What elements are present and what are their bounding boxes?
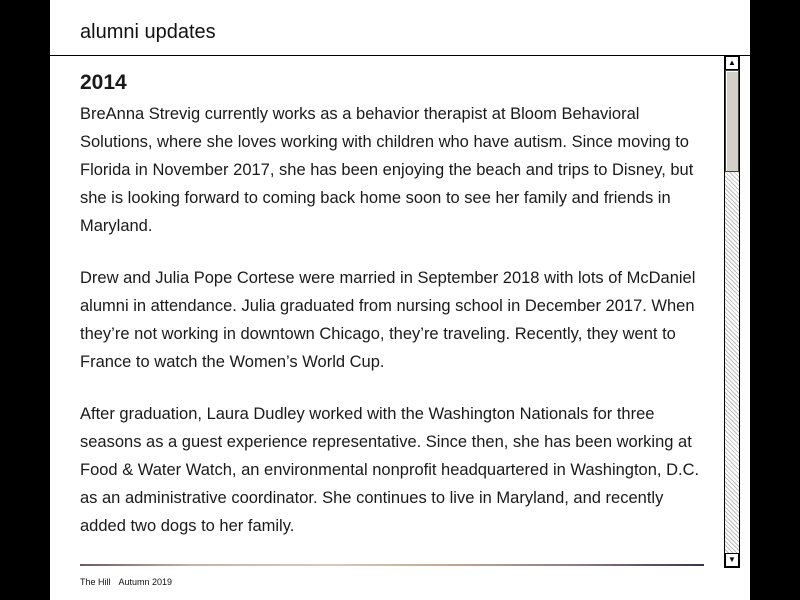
year-heading: 2014 xyxy=(80,71,127,94)
article-paragraph: Drew and Julia Pope Cortese were married in September 2018 with lots of McDaniel alumni in attendance. Julia graduated from nursing school in December 2017. When they’re not working in downtown Chicago, they’re traveling. Recently, they went to France to watch the Women’s World Cup. xyxy=(80,269,696,371)
article-paragraph: After graduation, Laura Dudley worked with the Washington Nationals for three seasons as a guest experience representative. Since then, she has been working at Food & Water Watch, an environmental nonprofit headquartered in Washington, D.C. as an administrative coordinator. She continues to live in Maryland, and recently added two dogs to her family. xyxy=(80,405,700,535)
page-title: alumni updates xyxy=(80,21,216,43)
triangle-up-icon: ▲ xyxy=(728,58,736,67)
photo-edge xyxy=(80,564,704,566)
vertical-scrollbar[interactable] xyxy=(724,55,740,568)
page-footer xyxy=(80,576,172,588)
article-content xyxy=(50,56,724,566)
triangle-down-icon: ▼ xyxy=(728,555,736,564)
header-bar xyxy=(50,0,750,56)
scroll-down-button[interactable] xyxy=(725,553,739,567)
scroll-thumb[interactable] xyxy=(725,70,739,172)
issue-label: Autumn 2019 xyxy=(118,577,173,587)
page xyxy=(50,0,750,600)
scroll-up-button[interactable] xyxy=(725,56,739,70)
article-paragraph: BreAnna Strevig currently works as a behavior therapist at Bloom Behavioral Solutions, where she loves working with children who have autism. Since moving to Florida in November 2017, she has been enjoying the beach and trips to Disney, but she is looking forward to coming back home soon to see her family and friends in Maryland. xyxy=(80,105,694,235)
publication-name: The Hill xyxy=(80,577,111,587)
